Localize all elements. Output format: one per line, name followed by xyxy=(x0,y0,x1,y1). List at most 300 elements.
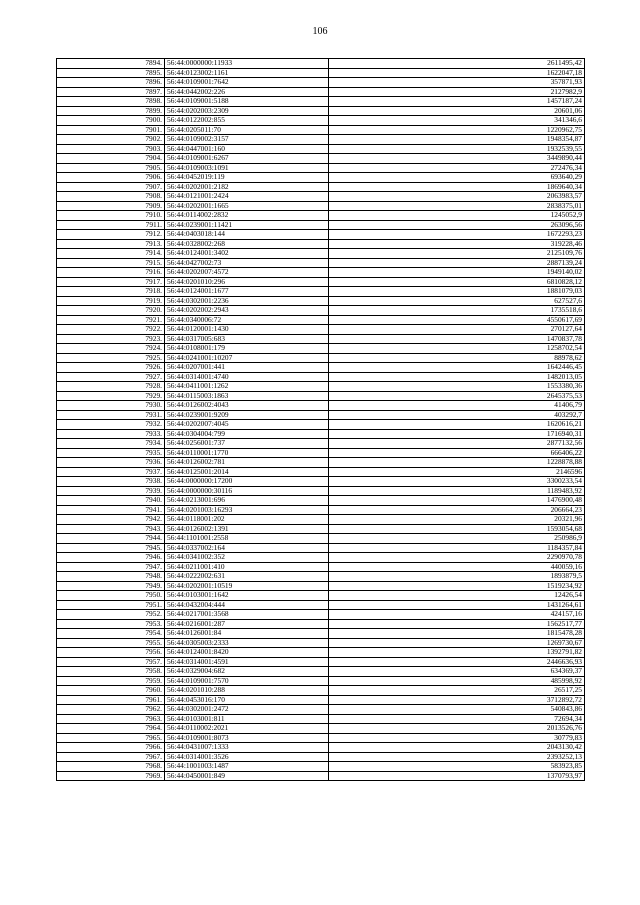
row-number: 7930. xyxy=(57,401,165,411)
cadastral-value: 1519234,92 xyxy=(329,581,585,591)
cadastral-value: 403292,7 xyxy=(329,410,585,420)
row-number: 7898. xyxy=(57,97,165,107)
row-number: 7963. xyxy=(57,714,165,724)
cadastral-number: 56:44:0328002:268 xyxy=(165,239,329,249)
cadastral-number: 56:44:0341002:352 xyxy=(165,553,329,563)
table-row xyxy=(57,534,585,544)
cadastral-value: 1948354,87 xyxy=(329,135,585,145)
table-row xyxy=(57,296,585,306)
table-row xyxy=(57,562,585,572)
row-number: 7895. xyxy=(57,68,165,78)
cadastral-number: 56:44:0201010:288 xyxy=(165,686,329,696)
table-row xyxy=(57,629,585,639)
cadastral-value: 2043130,42 xyxy=(329,743,585,753)
row-number: 7935. xyxy=(57,448,165,458)
table-row xyxy=(57,543,585,553)
cadastral-value: 1869640,34 xyxy=(329,182,585,192)
table-row xyxy=(57,372,585,382)
cadastral-number: 56:44:0211001:410 xyxy=(165,562,329,572)
cadastral-number: 56:44:0411001:1262 xyxy=(165,382,329,392)
cadastral-number: 56:44:0314001:4591 xyxy=(165,657,329,667)
table-row xyxy=(57,714,585,724)
row-number: 7901. xyxy=(57,125,165,135)
cadastral-number: 56:44:0201010:296 xyxy=(165,277,329,287)
cadastral-value: 357871,93 xyxy=(329,78,585,88)
cadastral-number: 56:44:0109001:7570 xyxy=(165,676,329,686)
table-row xyxy=(57,439,585,449)
cadastral-value: 250986,9 xyxy=(329,534,585,544)
row-number: 7917. xyxy=(57,277,165,287)
cadastral-number: 56:44:0403018:144 xyxy=(165,230,329,240)
cadastral-number: 56:44:0317005:683 xyxy=(165,334,329,344)
cadastral-number: 56:44:0109003:1091 xyxy=(165,163,329,173)
table-row xyxy=(57,249,585,259)
table-row xyxy=(57,477,585,487)
cadastral-number: 56:44:0452019:119 xyxy=(165,173,329,183)
cadastral-value: 4550617,69 xyxy=(329,315,585,325)
row-number: 7932. xyxy=(57,420,165,430)
cadastral-number: 56:44:0108001:179 xyxy=(165,344,329,354)
cadastral-number: 56:44:0453016:170 xyxy=(165,695,329,705)
row-number: 7960. xyxy=(57,686,165,696)
row-number: 7965. xyxy=(57,733,165,743)
table-row xyxy=(57,192,585,202)
cadastral-value: 1482013,05 xyxy=(329,372,585,382)
cadastral-value: 1672293,23 xyxy=(329,230,585,240)
cadastral-number: 56:44:0202001:2182 xyxy=(165,182,329,192)
row-number: 7913. xyxy=(57,239,165,249)
cadastral-number: 56:44:0202001:1665 xyxy=(165,201,329,211)
cadastral-value: 627527,6 xyxy=(329,296,585,306)
row-number: 7969. xyxy=(57,771,165,781)
table-row xyxy=(57,59,585,69)
cadastral-number: 56:44:0305003:2333 xyxy=(165,638,329,648)
row-number: 7929. xyxy=(57,391,165,401)
table-row xyxy=(57,762,585,772)
table-row xyxy=(57,610,585,620)
table-row xyxy=(57,325,585,335)
table-row xyxy=(57,78,585,88)
cadastral-value: 1228878,88 xyxy=(329,458,585,468)
cadastral-number: 56:44:0314001:4740 xyxy=(165,372,329,382)
row-number: 7896. xyxy=(57,78,165,88)
cadastral-value: 1620616,21 xyxy=(329,420,585,430)
table-row xyxy=(57,391,585,401)
cadastral-number: 56:44:0201003:16293 xyxy=(165,505,329,515)
cadastral-value: 3449890,44 xyxy=(329,154,585,164)
cadastral-number: 56:44:0000000:11933 xyxy=(165,59,329,69)
cadastral-value: 2611495,42 xyxy=(329,59,585,69)
table-row xyxy=(57,268,585,278)
cadastral-value: 206664,23 xyxy=(329,505,585,515)
cadastral-value: 30779,83 xyxy=(329,733,585,743)
row-number: 7914. xyxy=(57,249,165,259)
cadastral-number: 56:44:0124001:8420 xyxy=(165,648,329,658)
cadastral-value: 2877132,56 xyxy=(329,439,585,449)
row-number: 7968. xyxy=(57,762,165,772)
row-number: 7939. xyxy=(57,486,165,496)
cadastral-value: 1735518,6 xyxy=(329,306,585,316)
cadastral-value: 3712892,72 xyxy=(329,695,585,705)
row-number: 7946. xyxy=(57,553,165,563)
table-row xyxy=(57,211,585,221)
table-row xyxy=(57,363,585,373)
table-row xyxy=(57,705,585,715)
cadastral-value: 341346,6 xyxy=(329,116,585,126)
row-number: 7959. xyxy=(57,676,165,686)
cadastral-number: 56:44:0337002:164 xyxy=(165,543,329,553)
cadastral-number: 56:44:0202007:4045 xyxy=(165,420,329,430)
cadastral-number: 56:44:0447001:160 xyxy=(165,144,329,154)
row-number: 7931. xyxy=(57,410,165,420)
row-number: 7936. xyxy=(57,458,165,468)
cadastral-value: 1881079,03 xyxy=(329,287,585,297)
table-row xyxy=(57,306,585,316)
row-number: 7934. xyxy=(57,439,165,449)
cadastral-number: 56:44:0432004:444 xyxy=(165,600,329,610)
row-number: 7942. xyxy=(57,515,165,525)
table-row xyxy=(57,619,585,629)
cadastral-value: 20601,06 xyxy=(329,106,585,116)
cadastral-number: 56:44:0109001:8073 xyxy=(165,733,329,743)
table-row xyxy=(57,230,585,240)
cadastral-number: 56:44:0239001:11421 xyxy=(165,220,329,230)
cadastral-number: 56:44:0120001:1430 xyxy=(165,325,329,335)
cadastral-value: 272476,34 xyxy=(329,163,585,173)
table-row xyxy=(57,182,585,192)
row-number: 7927. xyxy=(57,372,165,382)
cadastral-number: 56:44:0314001:3526 xyxy=(165,752,329,762)
table-row xyxy=(57,695,585,705)
cadastral-number: 56:44:0122002:855 xyxy=(165,116,329,126)
row-number: 7916. xyxy=(57,268,165,278)
table-row xyxy=(57,125,585,135)
cadastral-value: 20321,96 xyxy=(329,515,585,525)
cadastral-number: 56:44:0109001:7642 xyxy=(165,78,329,88)
cadastral-number: 56:44:0302001:2472 xyxy=(165,705,329,715)
row-number: 7918. xyxy=(57,287,165,297)
row-number: 7964. xyxy=(57,724,165,734)
row-number: 7923. xyxy=(57,334,165,344)
cadastral-number: 56:44:0340006:72 xyxy=(165,315,329,325)
table-row xyxy=(57,382,585,392)
cadastral-value: 1593054,68 xyxy=(329,524,585,534)
cadastral-number: 56:44:0126002:1391 xyxy=(165,524,329,534)
row-number: 7948. xyxy=(57,572,165,582)
cadastral-number: 56:44:0118001:202 xyxy=(165,515,329,525)
cadastral-number: 56:44:0124001:3402 xyxy=(165,249,329,259)
cadastral-number: 56:44:0109001:5188 xyxy=(165,97,329,107)
cadastral-value: 1553380,36 xyxy=(329,382,585,392)
cadastral-number: 56:44:0216001:287 xyxy=(165,619,329,629)
cadastral-number: 56:44:0241001:10207 xyxy=(165,353,329,363)
cadastral-number: 56:44:0202007:4572 xyxy=(165,268,329,278)
row-number: 7950. xyxy=(57,591,165,601)
table-row xyxy=(57,733,585,743)
table-row xyxy=(57,410,585,420)
cadastral-value: 41406,79 xyxy=(329,401,585,411)
table-row xyxy=(57,515,585,525)
table-row xyxy=(57,220,585,230)
cadastral-number: 56:44:0442002:226 xyxy=(165,87,329,97)
cadastral-number: 56:44:0304004:799 xyxy=(165,429,329,439)
table-row xyxy=(57,667,585,677)
row-number: 7919. xyxy=(57,296,165,306)
row-number: 7956. xyxy=(57,648,165,658)
cadastral-number: 56:44:0239001:9209 xyxy=(165,410,329,420)
cadastral-value: 1562517,77 xyxy=(329,619,585,629)
cadastral-number: 56:44:0103001:811 xyxy=(165,714,329,724)
cadastral-number: 56:44:0124001:1677 xyxy=(165,287,329,297)
table-row xyxy=(57,657,585,667)
cadastral-number: 56:44:0110001:1770 xyxy=(165,448,329,458)
cadastral-value: 1184357,84 xyxy=(329,543,585,553)
table-row xyxy=(57,496,585,506)
table-row xyxy=(57,752,585,762)
row-number: 7928. xyxy=(57,382,165,392)
row-number: 7904. xyxy=(57,154,165,164)
cadastral-number: 56:44:0123002:1161 xyxy=(165,68,329,78)
cadastral-number: 56:44:0114002:2832 xyxy=(165,211,329,221)
row-number: 7900. xyxy=(57,116,165,126)
row-number: 7912. xyxy=(57,230,165,240)
table-row xyxy=(57,676,585,686)
table-row xyxy=(57,334,585,344)
cadastral-value: 2838375,01 xyxy=(329,201,585,211)
row-number: 7915. xyxy=(57,258,165,268)
table-row xyxy=(57,581,585,591)
table-row xyxy=(57,106,585,116)
row-number: 7908. xyxy=(57,192,165,202)
row-number: 7924. xyxy=(57,344,165,354)
table-row xyxy=(57,553,585,563)
row-number: 7920. xyxy=(57,306,165,316)
row-number: 7922. xyxy=(57,325,165,335)
cadastral-value: 666406,22 xyxy=(329,448,585,458)
row-number: 7962. xyxy=(57,705,165,715)
table-row xyxy=(57,353,585,363)
cadastral-number: 56:44:0302001:2236 xyxy=(165,296,329,306)
row-number: 7909. xyxy=(57,201,165,211)
row-number: 7958. xyxy=(57,667,165,677)
table-row xyxy=(57,600,585,610)
table-row xyxy=(57,144,585,154)
cadastral-number: 56:44:0000000:30116 xyxy=(165,486,329,496)
row-number: 7951. xyxy=(57,600,165,610)
row-number: 7967. xyxy=(57,752,165,762)
cadastral-value: 2645375,53 xyxy=(329,391,585,401)
cadastral-number: 56:44:0450001:849 xyxy=(165,771,329,781)
row-number: 7961. xyxy=(57,695,165,705)
table-row xyxy=(57,344,585,354)
cadastral-value: 263096,56 xyxy=(329,220,585,230)
cadastral-value: 270127,64 xyxy=(329,325,585,335)
row-number: 7926. xyxy=(57,363,165,373)
row-number: 7949. xyxy=(57,581,165,591)
cadastral-number: 56:44:0126002:4043 xyxy=(165,401,329,411)
cadastral-value: 2393252,13 xyxy=(329,752,585,762)
row-number: 7945. xyxy=(57,543,165,553)
row-number: 7933. xyxy=(57,429,165,439)
cadastral-number: 56:44:0115003:1863 xyxy=(165,391,329,401)
table-row xyxy=(57,724,585,734)
table-row xyxy=(57,173,585,183)
cadastral-value: 1189483,92 xyxy=(329,486,585,496)
table-row xyxy=(57,154,585,164)
cadastral-value: 1269730,67 xyxy=(329,638,585,648)
row-number: 7938. xyxy=(57,477,165,487)
cadastral-value: 12426,54 xyxy=(329,591,585,601)
cadastral-number: 56:44:1101001:2558 xyxy=(165,534,329,544)
cadastral-number: 56:44:0207001:441 xyxy=(165,363,329,373)
cadastral-value: 2290970,78 xyxy=(329,553,585,563)
table-row xyxy=(57,648,585,658)
cadastral-value: 1431264,61 xyxy=(329,600,585,610)
cadastral-number: 56:44:0103001:1642 xyxy=(165,591,329,601)
cadastral-value: 1893879,5 xyxy=(329,572,585,582)
cadastral-number: 56:44:0202003:2309 xyxy=(165,106,329,116)
table-row xyxy=(57,401,585,411)
row-number: 7941. xyxy=(57,505,165,515)
cadastral-value: 2013526,76 xyxy=(329,724,585,734)
cadastral-number: 56:44:0126001:84 xyxy=(165,629,329,639)
cadastral-value: 1815478,28 xyxy=(329,629,585,639)
table-row xyxy=(57,591,585,601)
table-row xyxy=(57,458,585,468)
row-number: 7947. xyxy=(57,562,165,572)
table-row xyxy=(57,239,585,249)
table-row xyxy=(57,201,585,211)
table-row xyxy=(57,116,585,126)
cadastral-value: 1642446,45 xyxy=(329,363,585,373)
cadastral-number: 56:44:0125001:2014 xyxy=(165,467,329,477)
cadastral-number: 56:44:0202002:2943 xyxy=(165,306,329,316)
cadastral-value: 634369,37 xyxy=(329,667,585,677)
cadastral-value: 2446636,93 xyxy=(329,657,585,667)
cadastral-number: 56:44:0222002:631 xyxy=(165,572,329,582)
table-row xyxy=(57,97,585,107)
table-row xyxy=(57,771,585,781)
table-body xyxy=(57,59,585,781)
cadastral-value: 1392791,82 xyxy=(329,648,585,658)
cadastral-number: 56:44:0110002:2021 xyxy=(165,724,329,734)
table-row xyxy=(57,448,585,458)
cadastral-value: 1949140,02 xyxy=(329,268,585,278)
row-number: 7952. xyxy=(57,610,165,620)
cadastral-number: 56:44:0217001:3568 xyxy=(165,610,329,620)
cadastral-value: 1932539,55 xyxy=(329,144,585,154)
row-number: 7937. xyxy=(57,467,165,477)
cadastral-value: 1220962,75 xyxy=(329,125,585,135)
cadastral-value: 1716940,31 xyxy=(329,429,585,439)
cadastral-value: 26517,25 xyxy=(329,686,585,696)
table-row xyxy=(57,87,585,97)
cadastral-number: 56:44:0121001:2424 xyxy=(165,192,329,202)
cadastral-number: 56:44:0427002:73 xyxy=(165,258,329,268)
cadastral-value: 319228,46 xyxy=(329,239,585,249)
row-number: 7903. xyxy=(57,144,165,154)
cadastral-number: 56:44:0213001:696 xyxy=(165,496,329,506)
cadastral-value: 1622047,18 xyxy=(329,68,585,78)
row-number: 7897. xyxy=(57,87,165,97)
cadastral-value: 1370793,97 xyxy=(329,771,585,781)
cadastral-number: 56:44:0329004:682 xyxy=(165,667,329,677)
table-row xyxy=(57,638,585,648)
table-row xyxy=(57,467,585,477)
row-number: 7953. xyxy=(57,619,165,629)
table-row xyxy=(57,315,585,325)
cadastral-value: 693640,29 xyxy=(329,173,585,183)
cadastral-number: 56:44:0109001:6267 xyxy=(165,154,329,164)
row-number: 7921. xyxy=(57,315,165,325)
row-number: 7911. xyxy=(57,220,165,230)
cadastral-number: 56:44:0000000:17200 xyxy=(165,477,329,487)
row-number: 7907. xyxy=(57,182,165,192)
cadastral-value: 6810828,12 xyxy=(329,277,585,287)
row-number: 7944. xyxy=(57,534,165,544)
row-number: 7894. xyxy=(57,59,165,69)
cadastral-number: 56:44:0126002:781 xyxy=(165,458,329,468)
cadastral-value: 2146596 xyxy=(329,467,585,477)
row-number: 7940. xyxy=(57,496,165,506)
row-number: 7966. xyxy=(57,743,165,753)
row-number: 7905. xyxy=(57,163,165,173)
row-number: 7943. xyxy=(57,524,165,534)
cadastral-value: 485998,92 xyxy=(329,676,585,686)
row-number: 7957. xyxy=(57,657,165,667)
row-number: 7955. xyxy=(57,638,165,648)
cadastral-value: 424157,16 xyxy=(329,610,585,620)
cadastral-number: 56:44:0431007:1333 xyxy=(165,743,329,753)
row-number: 7925. xyxy=(57,353,165,363)
table-row xyxy=(57,420,585,430)
cadastral-value-table xyxy=(56,58,585,781)
cadastral-number: 56:44:0109002:3157 xyxy=(165,135,329,145)
cadastral-value: 88978,62 xyxy=(329,353,585,363)
cadastral-value: 440059,16 xyxy=(329,562,585,572)
cadastral-value: 1457187,24 xyxy=(329,97,585,107)
table-row xyxy=(57,524,585,534)
cadastral-value: 2063983,57 xyxy=(329,192,585,202)
table-row xyxy=(57,486,585,496)
table-row xyxy=(57,287,585,297)
cadastral-value: 1258702,54 xyxy=(329,344,585,354)
row-number: 7906. xyxy=(57,173,165,183)
cadastral-number: 56:44:0205011:70 xyxy=(165,125,329,135)
page-number: 106 xyxy=(312,26,328,37)
row-number: 7902. xyxy=(57,135,165,145)
row-number: 7899. xyxy=(57,106,165,116)
cadastral-value: 1476900,48 xyxy=(329,496,585,506)
cadastral-value: 2127982,9 xyxy=(329,87,585,97)
table-row xyxy=(57,429,585,439)
cadastral-value: 540843,86 xyxy=(329,705,585,715)
table-row xyxy=(57,135,585,145)
table-row xyxy=(57,686,585,696)
cadastral-value: 1470837,78 xyxy=(329,334,585,344)
table-row xyxy=(57,572,585,582)
table-row xyxy=(57,505,585,515)
cadastral-number: 56:44:0256001:737 xyxy=(165,439,329,449)
cadastral-number: 56:44:0202001:10519 xyxy=(165,581,329,591)
cadastral-number: 56:44:1001003:1487 xyxy=(165,762,329,772)
table-row xyxy=(57,277,585,287)
cadastral-value: 2125109,76 xyxy=(329,249,585,259)
row-number: 7910. xyxy=(57,211,165,221)
table-row xyxy=(57,68,585,78)
row-number: 7954. xyxy=(57,629,165,639)
cadastral-value: 2887139,24 xyxy=(329,258,585,268)
